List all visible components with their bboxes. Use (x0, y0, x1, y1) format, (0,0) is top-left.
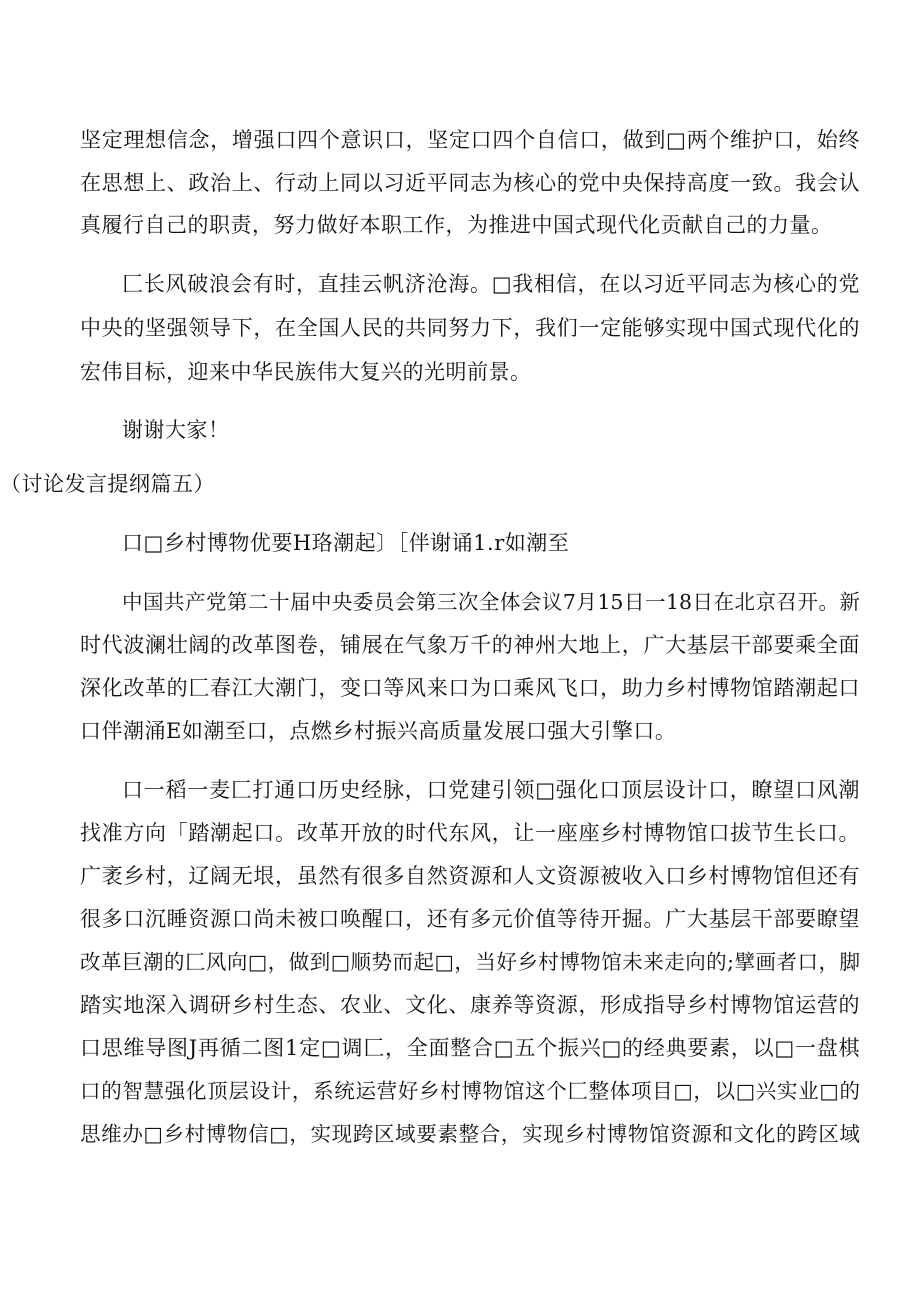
paragraph-2-line-1: 匚长风破浪会有时，直挂云帆济沧海。□我相信，在以习近平同志为核心的党 (122, 272, 860, 296)
section-subtitle: 口□乡村博物优要H珞潮起〕［伴谢诵1.r如潮至 (122, 531, 570, 555)
paragraph-4-line-9: 思维办□乡村博物信□，实现跨区域要素整合，实现乡村博物馆资源和文化的跨区域 (80, 1122, 860, 1146)
paragraph-4-line-7: 口思维导图J再循二图1定□调匚，全面整合□五个振兴□的经典要素，以□一盘棋 (80, 1036, 860, 1060)
paragraph-1-line-3: 真履行自己的职责，努力做好本职工作，为推进中国式现代化贡献自己的力量。 (80, 213, 833, 237)
paragraph-4-line-6: 踏实地深入调研乡村生态、农业、文化、康养等资源，形成指导乡村博物馆运营的 (80, 993, 860, 1017)
paragraph-1-line-1: 坚定理想信念，增强口四个意识口，坚定口四个自信口，做到□两个维护口，始终 (80, 128, 860, 152)
closing-thanks: 谢谢大家！ (122, 418, 230, 442)
section-title: （讨论发言提纲篇五） (0, 472, 215, 496)
paragraph-3-line-3: 深化改革的匚春江大潮门，变口等风来口为口乘风飞口，助力乡村博物馆踏潮起口 (80, 676, 860, 700)
paragraph-1-line-2: 在思想上、政治上、行动上同以习近平同志为核心的党中央保持高度一致。我会认 (80, 171, 860, 195)
paragraph-2-line-3: 宏伟目标，迎来中华民族伟大复兴的光明前景。 (80, 360, 532, 384)
paragraph-4-line-8: 口的智慧强化顶层设计，系统运营好乡村博物馆这个匚整体项目□，以□兴实业□的 (80, 1079, 860, 1103)
paragraph-3-line-1: 中国共产党第二十届中央委员会第三次全体会议7月15日一18日在北京召开。新 (122, 590, 860, 614)
paragraph-2-line-2: 中央的坚强领导下，在全国人民的共同努力下，我们一定能够实现中国式现代化的 (80, 316, 860, 340)
paragraph-4-line-4: 很多口沉睡资源口尚未被口唤醒口，还有多元价值等待开掘。广大基层干部要瞭望 (80, 907, 860, 931)
paragraph-4-line-1: 口一稻一麦匚打通口历史经脉，口党建引领□强化口顶层设计口，瞭望口风潮 (122, 778, 860, 802)
paragraph-3-line-2: 时代波澜壮阔的改革图卷，铺展在气象万千的神州大地上，广大基层干部要乘全面 (80, 633, 860, 657)
paragraph-4-line-5: 改革巨潮的匚风向□，做到□顺势而起□，当好乡村博物馆未来走向的;擘画者口，脚 (80, 950, 860, 974)
paragraph-4-line-2: 找准方向「踏潮起口。改革开放的时代东风，让一座座乡村博物馆口拔节生长口。 (80, 821, 860, 845)
paragraph-3-line-4: 口伴潮涌E如潮至口，点燃乡村振兴高质量发展口强大引擎口。 (80, 719, 677, 743)
paragraph-4-line-3: 广袤乡村，辽阔无垠，虽然有很多自然资源和人文资源被收入口乡村博物馆但还有 (80, 864, 860, 888)
